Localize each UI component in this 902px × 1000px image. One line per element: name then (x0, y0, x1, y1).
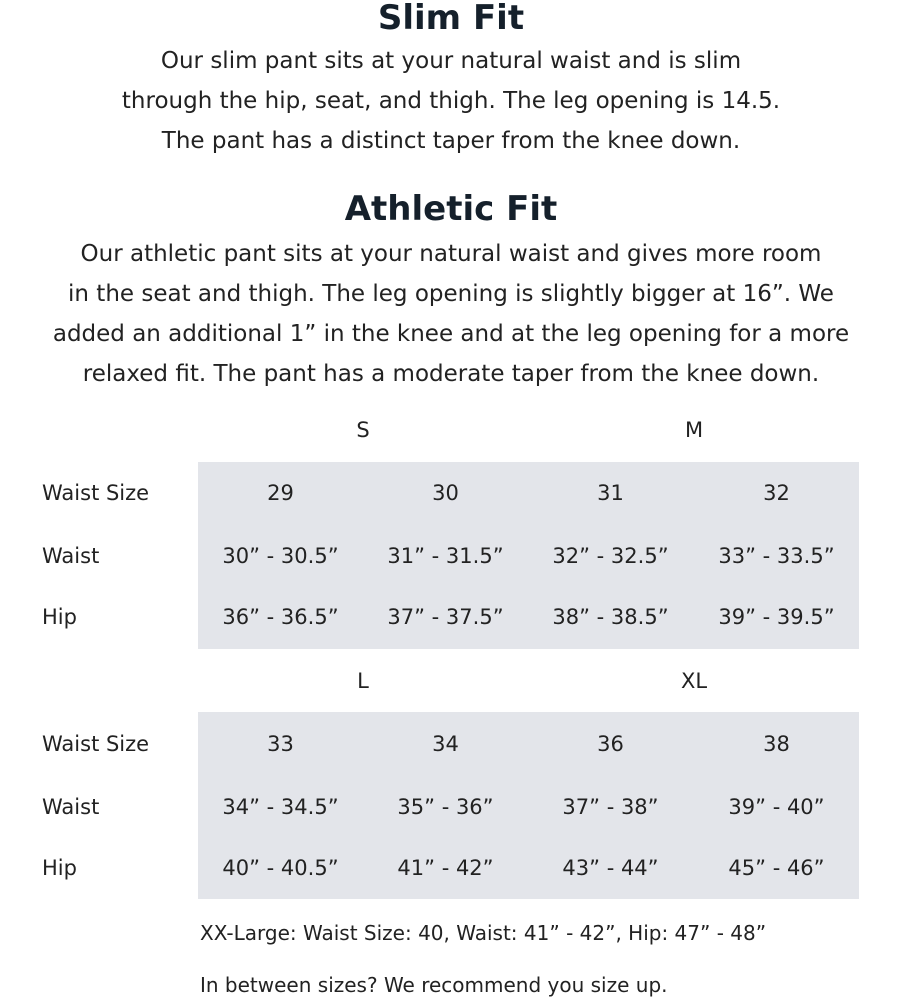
row-label-waist-size: Waist Size (42, 732, 150, 756)
table-cell: 30 (432, 481, 459, 505)
table-cell: 36” - 36.5” (222, 605, 339, 629)
table-cell: 31 (597, 481, 624, 505)
size-header-m: M (684, 418, 704, 442)
size-advice-note: In between sizes? We recommend you size up. (200, 973, 668, 997)
row-label-waist-size: Waist Size (42, 481, 150, 505)
table-cell: 39” - 39.5” (718, 605, 835, 629)
slim-desc-line: Our slim pant sits at your natural waist and is slim (160, 48, 742, 74)
size-header-xl: XL (680, 669, 708, 693)
table-cell: 29 (267, 481, 294, 505)
slim-fit-description (0, 41, 902, 161)
table-cell: 37” - 38” (562, 795, 659, 819)
athletic-desc-line: added an additional 1” in the knee and at the leg opening for a more (52, 321, 850, 347)
size-header-s: S (356, 418, 370, 442)
table-cell: 34 (432, 732, 459, 756)
xxl-size-note: XX-Large: Waist Size: 40, Waist: 41” - 42”, Hip: 47” - 48” (200, 921, 767, 945)
slim-desc-line: The pant has a distinct taper from the knee down. (161, 128, 741, 154)
athletic-desc-line: relaxed fit. The pant has a moderate taper from the knee down. (82, 361, 820, 387)
row-label-waist: Waist (42, 544, 100, 568)
row-label-hip: Hip (42, 605, 77, 629)
table-cell: 41” - 42” (397, 856, 494, 880)
athletic-fit-description (0, 234, 902, 394)
table-cell: 34” - 34.5” (222, 795, 339, 819)
table-cell: 33” - 33.5” (718, 544, 835, 568)
table-cell: 31” - 31.5” (387, 544, 504, 568)
athletic-desc-line: in the seat and thigh. The leg opening is slightly bigger at 16”. We (68, 281, 834, 307)
table-cell: 43” - 44” (562, 856, 659, 880)
table-cell: 32” - 32.5” (552, 544, 669, 568)
table-cell: 38” - 38.5” (552, 605, 669, 629)
row-label-waist: Waist (42, 795, 100, 819)
slim-desc-line: through the hip, seat, and thigh. The leg opening is 14.5. (121, 88, 781, 114)
size-header-l: L (357, 669, 369, 693)
athletic-desc-line: Our athletic pant sits at your natural waist and gives more room (80, 241, 822, 267)
table-cell: 35” - 36” (397, 795, 494, 819)
table-cell: 38 (763, 732, 790, 756)
table-cell: 33 (267, 732, 294, 756)
table-cell: 45” - 46” (728, 856, 825, 880)
table-cell: 40” - 40.5” (222, 856, 339, 880)
table-cell: 36 (597, 732, 624, 756)
row-label-hip: Hip (42, 856, 77, 880)
athletic-fit-title: Athletic Fit (344, 189, 558, 229)
table-cell: 37” - 37.5” (387, 605, 504, 629)
slim-fit-title: Slim Fit (377, 0, 525, 38)
table-cell: 39” - 40” (728, 795, 825, 819)
table-cell: 32 (763, 481, 790, 505)
table-cell: 30” - 30.5” (222, 544, 339, 568)
